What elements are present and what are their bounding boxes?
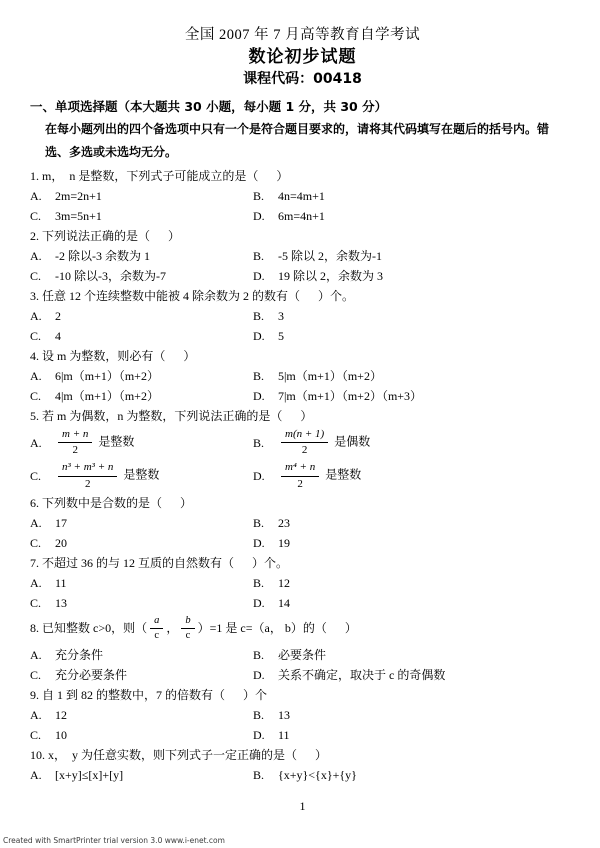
- option-text: -5 除以 2，余数为-1: [278, 249, 382, 263]
- option-label: B.: [253, 435, 265, 450]
- fraction-numerator: n³ + m³ + n: [58, 461, 117, 476]
- question: [30, 685, 575, 745]
- option-A: [30, 366, 253, 386]
- option-label: D.: [253, 209, 265, 223]
- option-D: [253, 206, 575, 226]
- header: [30, 24, 575, 90]
- option-B: [253, 573, 575, 593]
- fraction: [58, 428, 92, 457]
- fraction: [181, 615, 194, 643]
- page-number: 1: [299, 798, 306, 813]
- course-code: 课程代码：00418: [243, 71, 362, 87]
- option-label: A.: [30, 189, 42, 203]
- option-label: C.: [30, 389, 42, 403]
- fraction: [58, 461, 117, 490]
- option-D: [253, 533, 575, 553]
- option-A: [30, 306, 253, 326]
- option-text: 20: [55, 535, 67, 550]
- option-label: D.: [253, 535, 265, 550]
- option-text: 5: [278, 329, 284, 343]
- options: [30, 645, 575, 685]
- option-label: D.: [253, 595, 265, 610]
- fraction-numerator: m(n + 1): [281, 428, 328, 443]
- option-B: [253, 246, 575, 266]
- option-text: {x+y}<{x}+{y}: [278, 767, 357, 782]
- option-B: [253, 705, 575, 725]
- option-A: [30, 705, 253, 725]
- section-heading: 一、单项选择题（本大题共 30 小题，每小题 1 分，共 30 分）: [30, 99, 388, 114]
- fraction-numerator: a: [150, 615, 163, 630]
- option-text: $\frac{\text{m⁴ + n}}{2}$ 是整数: [278, 459, 361, 492]
- option-D: [253, 665, 575, 685]
- option-text: 12: [55, 707, 67, 722]
- question-stem: 2. 下列说法正确的是（ ）: [30, 229, 181, 243]
- option-text: 4|m（m+1）（m+2）: [55, 389, 159, 403]
- option-B: [253, 645, 575, 665]
- question: [30, 613, 575, 685]
- fraction: [150, 615, 163, 643]
- option-label: D.: [253, 329, 265, 343]
- fraction-denominator: 2: [301, 444, 308, 457]
- option-text: 充分条件: [55, 647, 104, 662]
- options: [30, 513, 575, 553]
- fraction-denominator: c: [185, 630, 191, 642]
- option-label: D.: [253, 667, 265, 682]
- option-D: [253, 459, 575, 492]
- fraction: [281, 461, 319, 490]
- option-text: 19: [278, 535, 290, 550]
- option-label: D.: [253, 389, 265, 403]
- option-label: A.: [30, 515, 42, 530]
- fraction-denominator: 2: [297, 477, 303, 490]
- option-label: A.: [30, 309, 42, 323]
- option-label: B.: [253, 189, 265, 203]
- option-D: [253, 725, 575, 745]
- option-C: [30, 326, 253, 346]
- option-B: [253, 366, 575, 386]
- options: [30, 306, 575, 346]
- option-text: [x+y]≤[x]+[y]: [55, 767, 124, 782]
- option-B: [253, 426, 575, 459]
- option-C: [30, 386, 253, 406]
- option-text: 11: [55, 575, 67, 590]
- question-stem: 10. x， y 为任意实数，则下列式子一定正确的是（ ）: [30, 747, 328, 762]
- section-instructions: 在每小题列出的四个备选项中只有一个是符合题目要求的，请将其代码填写在题后的括号内。错选、多选或未选均无分。: [45, 122, 550, 159]
- fraction-denominator: 2: [84, 477, 91, 490]
- option-text: 19 除以 2，余数为 3: [278, 269, 384, 283]
- option-A: [30, 765, 253, 785]
- option-text: $\frac{\text{n³ + m³ + n}}{2}$ 是整数: [55, 459, 159, 492]
- options: [30, 246, 575, 286]
- option-label: B.: [253, 515, 265, 530]
- option-label: D.: [253, 727, 265, 742]
- option-text: 11: [278, 727, 290, 742]
- question: [30, 226, 575, 286]
- option-B: [253, 513, 575, 533]
- option-B: [253, 765, 575, 785]
- option-label: C.: [30, 469, 42, 484]
- fraction-numerator: m⁴ + n: [281, 461, 319, 476]
- option-A: [30, 573, 253, 593]
- option-label: B.: [253, 249, 265, 263]
- option-label: A.: [30, 707, 42, 722]
- option-label: D.: [253, 269, 265, 283]
- option-label: A.: [30, 767, 42, 782]
- option-label: B.: [253, 309, 265, 323]
- question-stem: 4. 设 m 为整数，则必有（ ）: [30, 349, 196, 363]
- option-label: D.: [253, 469, 265, 484]
- option-label: A.: [30, 369, 42, 383]
- option-label: C.: [30, 595, 42, 610]
- option-label: A.: [30, 575, 42, 590]
- fraction-denominator: c: [154, 630, 160, 642]
- option-label: A.: [30, 435, 42, 450]
- question-stem: 8. 已知整数 c>0，则（ $\frac{a}{c}$ ， $\frac{b}{c}$ ）=1 是 c=（a， b）的（ ）: [30, 614, 357, 642]
- option-text: 13: [55, 595, 67, 610]
- option-A: [30, 246, 253, 266]
- exam-subject-title: 数论初步试题: [248, 47, 357, 67]
- option-C: [30, 206, 253, 226]
- option-label: B.: [253, 767, 265, 782]
- option-text: 4: [55, 329, 61, 343]
- question: [30, 493, 575, 553]
- fraction-denominator: 2: [72, 444, 78, 457]
- option-text: 13: [278, 707, 290, 722]
- option-A: [30, 186, 253, 206]
- question: [30, 346, 575, 406]
- question: [30, 406, 575, 493]
- question-stem: 1. m， n 是整数，下列式子可能成立的是（ ）: [30, 169, 289, 183]
- question-stem: 5. 若 m 为偶数，n 为整数，下列说法正确的是（ ）: [30, 409, 313, 423]
- option-label: B.: [253, 575, 265, 590]
- option-C: [30, 533, 253, 553]
- option-text: 14: [278, 595, 290, 610]
- option-text: 4n=4m+1: [278, 189, 325, 203]
- option-text: 7|m（m+1）（m+2）（m+3）: [278, 389, 423, 403]
- question-stem: 7. 不超过 36 的与 12 互质的自然数有（ ）个。: [30, 555, 289, 570]
- fraction-numerator: b: [181, 615, 194, 630]
- option-text: 2m=2n+1: [55, 189, 102, 203]
- fraction: [281, 428, 328, 457]
- exam-session-title: 全国 2007 年 7 月高等教育自学考试: [184, 27, 421, 43]
- option-text: 10: [55, 727, 67, 742]
- option-text: 5|m（m+1）（m+2）: [278, 369, 382, 383]
- option-label: C.: [30, 269, 42, 283]
- option-label: C.: [30, 667, 42, 682]
- option-A: [30, 426, 253, 459]
- option-label: A.: [30, 647, 42, 662]
- option-label: C.: [30, 535, 42, 550]
- option-B: [253, 306, 575, 326]
- fraction-numerator: m + n: [58, 428, 92, 443]
- option-label: C.: [30, 329, 42, 343]
- option-label: B.: [253, 369, 265, 383]
- options: [30, 573, 575, 613]
- option-label: B.: [253, 707, 265, 722]
- option-C: [30, 725, 253, 745]
- option-label: B.: [253, 647, 265, 662]
- options: [30, 705, 575, 745]
- option-D: [253, 326, 575, 346]
- options: [30, 765, 575, 785]
- option-text: $\frac{m + n}{2}$ 是整数: [55, 426, 134, 459]
- option-C: [30, 266, 253, 286]
- option-A: [30, 645, 253, 665]
- option-C: [30, 665, 253, 685]
- question: [30, 553, 575, 613]
- question: [30, 745, 575, 785]
- option-C: [30, 459, 253, 492]
- option-text: -2 除以-3 余数为 1: [55, 249, 150, 263]
- question-stem: 3. 任意 12 个连续整数中能被 4 除余数为 2 的数有（ ）个。: [30, 289, 355, 303]
- option-D: [253, 266, 575, 286]
- option-text: 6m=4n+1: [278, 209, 325, 223]
- option-text: 12: [278, 575, 290, 590]
- question: [30, 166, 575, 226]
- questions-list: [30, 166, 575, 785]
- option-text: 3: [278, 309, 284, 323]
- option-A: [30, 513, 253, 533]
- question-stem: 9. 自 1 到 82 的整数中，7 的倍数有（ ）个: [30, 687, 268, 702]
- option-label: C.: [30, 727, 42, 742]
- footer-watermark: Created with SmartPrinter trial version 3.0 www.i-enet.com: [3, 836, 225, 845]
- option-D: [253, 386, 575, 406]
- option-text: 必要条件: [278, 647, 327, 662]
- options: [30, 186, 575, 226]
- option-text: 充分必要条件: [55, 667, 128, 682]
- option-text: 17: [55, 515, 67, 530]
- options: [30, 426, 575, 493]
- option-text: 23: [278, 515, 290, 530]
- option-text: 6|m（m+1）（m+2）: [55, 369, 159, 383]
- option-B: [253, 186, 575, 206]
- option-text: $\frac{m(n + 1)}{2}$ 是偶数: [278, 426, 370, 459]
- option-text: 3m=5n+1: [55, 209, 102, 223]
- question-stem: 6. 下列数中是合数的是（ ）: [30, 495, 193, 510]
- option-D: [253, 593, 575, 613]
- option-label: A.: [30, 249, 42, 263]
- question: [30, 286, 575, 346]
- option-C: [30, 593, 253, 613]
- option-label: C.: [30, 209, 42, 223]
- option-text: 2: [55, 309, 61, 323]
- options: [30, 366, 575, 406]
- option-text: 关系不确定，取决于 c 的奇偶数: [278, 667, 446, 682]
- option-text: -10 除以-3，余数为-7: [55, 269, 166, 283]
